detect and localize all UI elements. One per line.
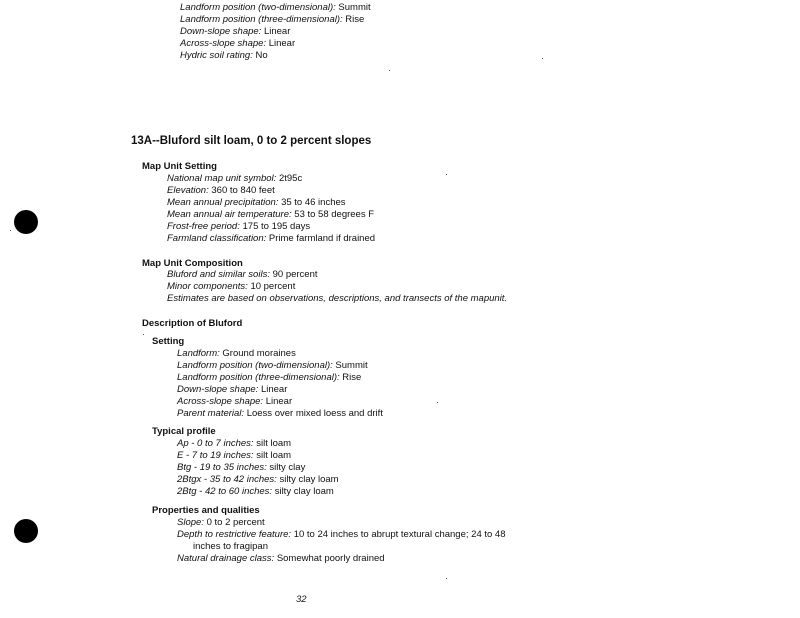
- top-row-two-dimensional: Landform position (two-dimensional): Summit: [180, 2, 371, 13]
- properties-depth-continuation: inches to fragipan: [193, 541, 268, 552]
- properties-heading: Properties and qualities: [152, 505, 260, 516]
- map-unit-composition-heading: Map Unit Composition: [142, 258, 243, 269]
- scan-speck: [446, 174, 447, 175]
- profile-row-ap: Ap - 0 to 7 inches: silt loam: [177, 438, 292, 449]
- setting-row-frost-free: Frost-free period: 175 to 195 days: [167, 221, 311, 232]
- top-row-down-slope: Down-slope shape: Linear: [180, 26, 291, 37]
- desc-setting-two-dimensional: Landform position (two-dimensional): Summit: [177, 360, 368, 371]
- properties-drainage: Natural drainage class: Somewhat poorly drained: [177, 553, 385, 564]
- profile-row-2btgx: 2Btgx - 35 to 42 inches: silty clay loam: [177, 474, 339, 485]
- composition-row-bluford: Bluford and similar soils: 90 percent: [167, 269, 318, 280]
- setting-row-precipitation: Mean annual precipitation: 35 to 46 inches: [167, 197, 346, 208]
- desc-setting-across-slope: Across-slope shape: Linear: [177, 396, 293, 407]
- map-unit-setting-heading: Map Unit Setting: [142, 161, 217, 172]
- profile-row-2btg: 2Btg - 42 to 60 inches: silty clay loam: [177, 486, 334, 497]
- desc-setting-three-dimensional: Landform position (three-dimensional): Rise: [177, 372, 362, 383]
- scan-speck: [437, 402, 438, 403]
- composition-row-minor: Minor components: 10 percent: [167, 281, 296, 292]
- top-row-hydric-soil: Hydric soil rating: No: [180, 50, 268, 61]
- setting-row-air-temperature: Mean annual air temperature: 53 to 58 degrees F: [167, 209, 375, 220]
- scan-speck: [143, 334, 144, 335]
- profile-row-e: E - 7 to 19 inches: silt loam: [177, 450, 292, 461]
- map-unit-title: 13A--Bluford silt loam, 0 to 2 percent slopes: [131, 135, 372, 147]
- setting-heading: Setting: [152, 336, 185, 347]
- binder-hole-bottom: [14, 519, 38, 543]
- setting-row-elevation: Elevation: 360 to 840 feet: [167, 185, 275, 196]
- binder-hole-top: [14, 210, 38, 234]
- typical-profile-heading: Typical profile: [152, 426, 216, 437]
- scan-speck: [10, 230, 11, 231]
- desc-setting-down-slope: Down-slope shape: Linear: [177, 384, 288, 395]
- profile-row-btg: Btg - 19 to 35 inches: silty clay: [177, 462, 306, 473]
- desc-setting-parent-material: Parent material: Loess over mixed loess and drift: [177, 408, 383, 419]
- description-heading: Description of Bluford: [142, 318, 243, 329]
- scan-speck: [389, 70, 390, 71]
- scan-speck: [542, 58, 543, 59]
- properties-depth: Depth to restrictive feature: 10 to 24 inches to abrupt textural change; 24 to 48: [177, 529, 506, 540]
- top-row-three-dimensional: Landform position (three-dimensional): Rise: [180, 14, 365, 25]
- scan-speck: [446, 578, 447, 579]
- composition-note: Estimates are based on observations, descriptions, and transects of the mapunit.: [167, 293, 508, 304]
- desc-setting-landform: Landform: Ground moraines: [177, 348, 296, 359]
- top-row-across-slope: Across-slope shape: Linear: [180, 38, 296, 49]
- setting-row-farmland: Farmland classification: Prime farmland if drained: [167, 233, 376, 244]
- page-number: 32: [296, 594, 307, 605]
- setting-row-map-symbol: National map unit symbol: 2t95c: [167, 173, 303, 184]
- properties-slope: Slope: 0 to 2 percent: [177, 517, 265, 528]
